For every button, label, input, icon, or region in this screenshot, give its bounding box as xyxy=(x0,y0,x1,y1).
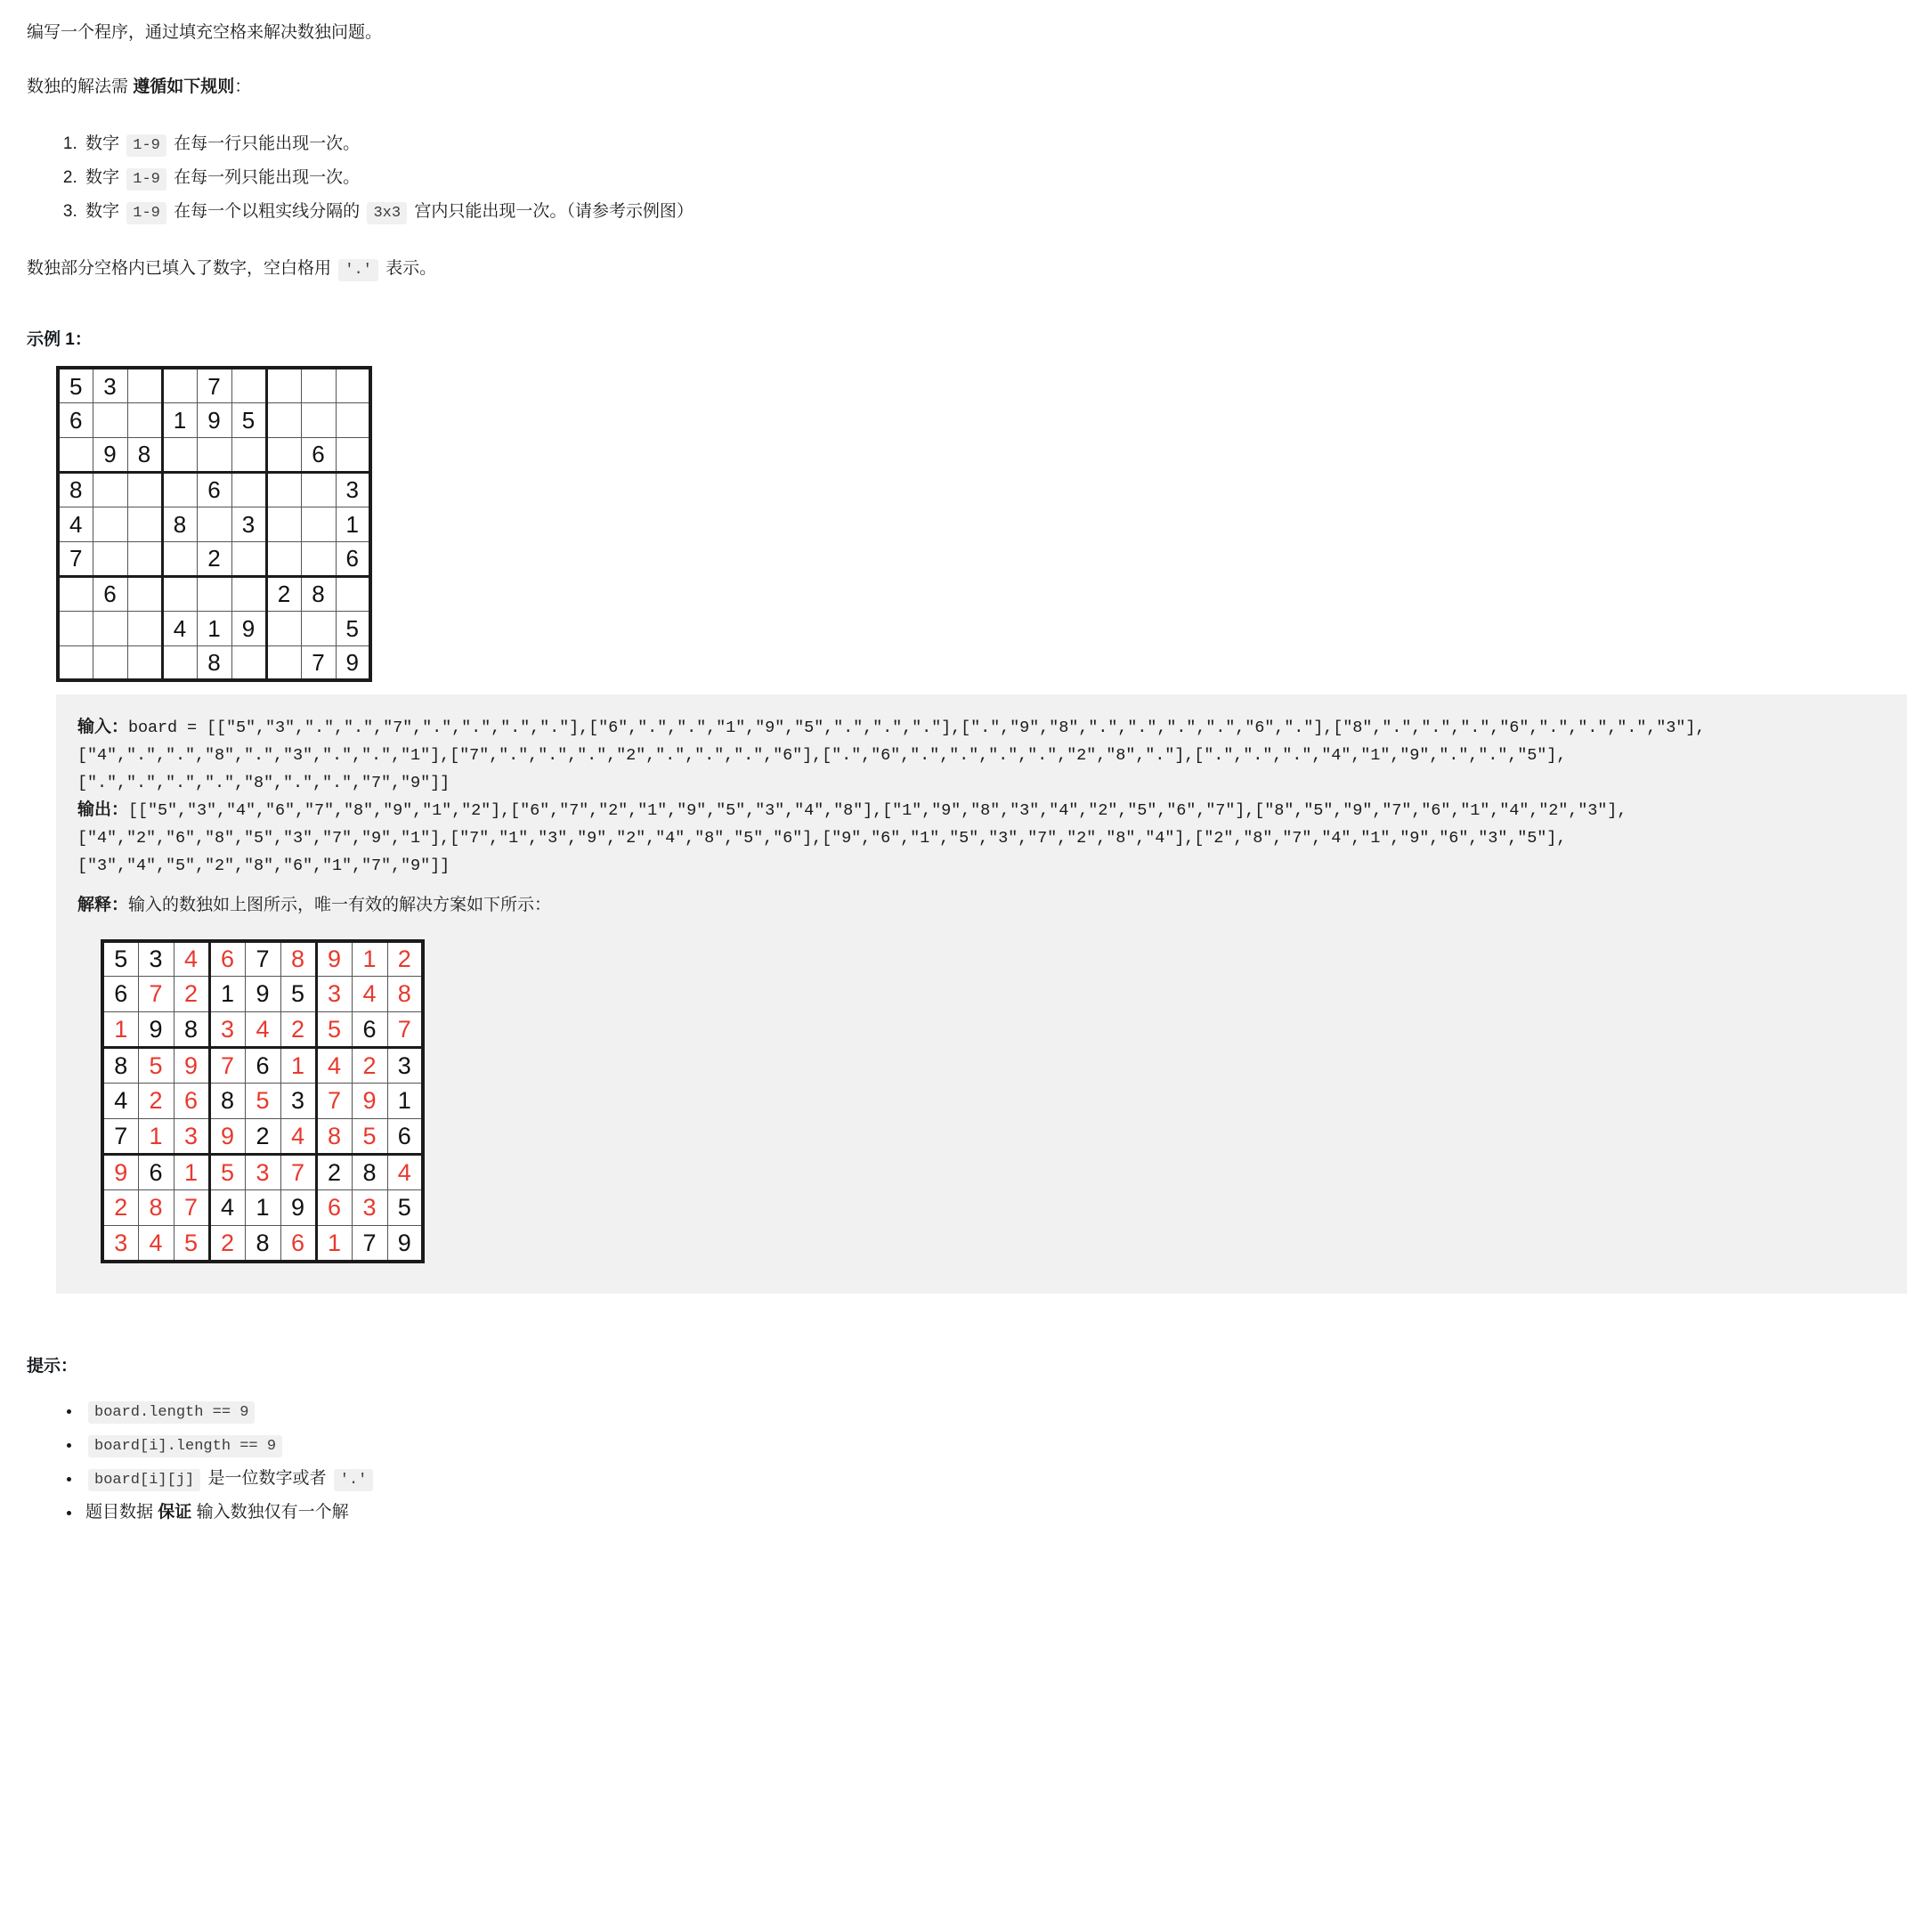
blank-note-post: 表示。 xyxy=(380,258,437,278)
sudoku-cell: 8 xyxy=(174,1012,209,1048)
sudoku-row xyxy=(58,611,370,645)
sudoku-cell xyxy=(301,541,336,576)
sudoku-cell xyxy=(301,507,336,541)
sudoku-cell xyxy=(266,472,301,507)
sudoku-cell: 1 xyxy=(209,977,245,1012)
sudoku-cell xyxy=(266,541,301,576)
sudoku-row xyxy=(58,437,370,472)
sudoku-cell: 7 xyxy=(316,1084,352,1119)
sudoku-cell: 8 xyxy=(280,941,316,977)
sudoku-cell: 9 xyxy=(316,941,352,977)
sudoku-cell: 1 xyxy=(174,1155,209,1190)
sudoku-row xyxy=(58,472,370,507)
sudoku-row xyxy=(102,941,423,977)
output-line xyxy=(56,797,1907,880)
sudoku-row xyxy=(102,1119,423,1155)
sudoku-cell: 2 xyxy=(174,977,209,1012)
sudoku-cell: 8 xyxy=(209,1084,245,1119)
sudoku-cell: 6 xyxy=(174,1084,209,1119)
sudoku-cell: 6 xyxy=(301,437,336,472)
sudoku-cell xyxy=(266,368,301,402)
sudoku-row xyxy=(58,507,370,541)
sudoku-row xyxy=(102,1012,423,1048)
sudoku-cell: 2 xyxy=(316,1155,352,1190)
sudoku-cell: 9 xyxy=(138,1012,174,1048)
sudoku-cell xyxy=(301,368,336,402)
sudoku-cell: 6 xyxy=(387,1119,423,1155)
sudoku-cell: 2 xyxy=(102,1190,138,1226)
sudoku-cell xyxy=(336,437,370,472)
sudoku-cell: 6 xyxy=(280,1226,316,1262)
sudoku-cell: 9 xyxy=(336,645,370,680)
sudoku-cell xyxy=(266,402,301,437)
sudoku-cell xyxy=(127,507,162,541)
sudoku-cell: 6 xyxy=(102,977,138,1012)
sudoku-cell xyxy=(266,611,301,645)
sudoku-cell: 1 xyxy=(387,1084,423,1119)
sudoku-cell: 9 xyxy=(280,1190,316,1226)
sudoku-cell: 7 xyxy=(280,1155,316,1190)
blank-note-pre: 数独部分空格内已填入了数字，空白格用 xyxy=(27,258,337,278)
sudoku-cell xyxy=(197,437,231,472)
sudoku-cell: 5 xyxy=(336,611,370,645)
sudoku-cell xyxy=(127,541,162,576)
example-code-block xyxy=(56,694,1907,1294)
explain-label: 解释： xyxy=(77,896,129,915)
sudoku-cell: 9 xyxy=(174,1048,209,1084)
sudoku-cell: 8 xyxy=(102,1048,138,1084)
sudoku-cell: 2 xyxy=(138,1084,174,1119)
sudoku-cell xyxy=(93,507,127,541)
sudoku-cell: 7 xyxy=(352,1226,387,1262)
solution-grid-wrapper xyxy=(101,939,1907,1263)
sudoku-cell xyxy=(336,576,370,611)
rules-suffix: ： xyxy=(234,77,252,97)
intro-line-1: 编写一个程序，通过填充空格来解决数独问题。 xyxy=(27,23,383,42)
sudoku-cell: 6 xyxy=(209,941,245,977)
sudoku-row xyxy=(102,977,423,1012)
sudoku-cell xyxy=(266,437,301,472)
sudoku-cell xyxy=(197,507,231,541)
sudoku-cell: 3 xyxy=(174,1119,209,1155)
sudoku-cell xyxy=(58,437,93,472)
sudoku-cell: 5 xyxy=(352,1119,387,1155)
sudoku-cell xyxy=(301,402,336,437)
sudoku-cell: 9 xyxy=(93,437,127,472)
example-1-title: 示例 1： xyxy=(27,330,92,350)
sudoku-cell: 1 xyxy=(245,1190,280,1226)
sudoku-cell xyxy=(127,645,162,680)
rules-bold: 遵循如下规则 xyxy=(133,77,235,97)
sudoku-cell: 3 xyxy=(387,1048,423,1084)
sudoku-cell: 5 xyxy=(58,368,93,402)
rule-1-pre: 数字 xyxy=(85,134,125,153)
explain-line xyxy=(56,880,1907,920)
sudoku-cell: 1 xyxy=(102,1012,138,1048)
sudoku-cell: 9 xyxy=(387,1226,423,1262)
sudoku-cell: 6 xyxy=(336,541,370,576)
sudoku-cell: 6 xyxy=(93,576,127,611)
explain-value: 输入的数独如上图所示，唯一有效的解决方案如下所示： xyxy=(128,896,552,915)
sudoku-cell xyxy=(162,368,197,402)
sudoku-cell: 8 xyxy=(197,645,231,680)
sudoku-cell: 6 xyxy=(245,1048,280,1084)
hint-1-code: board.length == 9 xyxy=(88,1401,255,1424)
sudoku-cell: 7 xyxy=(209,1048,245,1084)
sudoku-row xyxy=(58,402,370,437)
sudoku-row xyxy=(102,1190,423,1226)
hint-3-text: 是一位数字或者 xyxy=(203,1468,331,1488)
input-value: board = [["5","3",".",".","7",".",".",".","."],["6",".",".","1","9","5",".",".","."],[".","9","8",".",".",".",".","6","."],["8",".",".",".","6",".",".",".","3"],["4",".",".","8",".","3",".",".","1"],["7",".",".",".","2",".",".",".","6"],[".","6",".",".",".",".","2","8","."],[".",".",".","4","1","9",".",".","5"],[".",".",".",".","8",".",".","7","9"]] xyxy=(77,718,1706,793)
sudoku-cell: 6 xyxy=(316,1190,352,1226)
hints-title: 提示： xyxy=(27,1356,78,1376)
sudoku-cell: 3 xyxy=(316,977,352,1012)
rule-3-pre: 数字 xyxy=(85,201,125,221)
hint-item-1 xyxy=(82,1394,1880,1428)
sudoku-cell: 3 xyxy=(93,368,127,402)
sudoku-cell: 9 xyxy=(197,402,231,437)
sudoku-cell: 3 xyxy=(138,941,174,977)
input-line xyxy=(56,714,1907,797)
intro-line-2 xyxy=(27,72,1880,101)
rule-item-1 xyxy=(82,127,1880,161)
hint-3-code: board[i][j] xyxy=(88,1469,200,1491)
sudoku-cell: 3 xyxy=(231,507,266,541)
sudoku-cell: 6 xyxy=(352,1012,387,1048)
sudoku-cell: 8 xyxy=(352,1155,387,1190)
sudoku-cell: 6 xyxy=(197,472,231,507)
sudoku-cell: 9 xyxy=(245,977,280,1012)
sudoku-cell xyxy=(127,576,162,611)
sudoku-cell: 1 xyxy=(197,611,231,645)
rules-list xyxy=(27,127,1880,229)
hint-2-code: board[i].length == 9 xyxy=(88,1435,282,1457)
hint-item-2 xyxy=(82,1428,1880,1462)
sudoku-cell: 3 xyxy=(280,1084,316,1119)
sudoku-puzzle-grid xyxy=(56,366,372,682)
sudoku-cell xyxy=(336,402,370,437)
sudoku-cell: 7 xyxy=(197,368,231,402)
sudoku-cell: 5 xyxy=(245,1084,280,1119)
sudoku-cell: 1 xyxy=(280,1048,316,1084)
sudoku-cell: 8 xyxy=(245,1226,280,1262)
hint-item-3 xyxy=(82,1462,1880,1496)
sudoku-cell: 7 xyxy=(174,1190,209,1226)
sudoku-cell: 4 xyxy=(352,977,387,1012)
sudoku-cell xyxy=(162,645,197,680)
sudoku-cell xyxy=(127,402,162,437)
hint-3-code-2: '.' xyxy=(334,1469,374,1491)
sudoku-cell: 3 xyxy=(336,472,370,507)
sudoku-cell: 8 xyxy=(316,1119,352,1155)
sudoku-cell xyxy=(93,645,127,680)
sudoku-cell: 5 xyxy=(316,1012,352,1048)
sudoku-cell: 1 xyxy=(336,507,370,541)
sudoku-cell: 9 xyxy=(209,1119,245,1155)
sudoku-cell xyxy=(231,472,266,507)
sudoku-cell xyxy=(127,611,162,645)
rule-3-code: 1-9 xyxy=(126,202,166,224)
sudoku-cell: 3 xyxy=(245,1155,280,1190)
sudoku-cell: 4 xyxy=(280,1119,316,1155)
sudoku-cell: 2 xyxy=(266,576,301,611)
rule-3-post-2: 宫内只能出现一次。（请参考示例图） xyxy=(410,201,694,221)
sudoku-cell: 5 xyxy=(231,402,266,437)
sudoku-cell xyxy=(162,437,197,472)
sudoku-cell xyxy=(336,368,370,402)
sudoku-cell xyxy=(127,472,162,507)
sudoku-cell: 2 xyxy=(387,941,423,977)
sudoku-cell xyxy=(301,611,336,645)
sudoku-cell: 8 xyxy=(301,576,336,611)
sudoku-cell: 8 xyxy=(387,977,423,1012)
sudoku-cell: 1 xyxy=(138,1119,174,1155)
sudoku-cell: 4 xyxy=(209,1190,245,1226)
rule-item-3 xyxy=(82,195,1880,229)
sudoku-cell: 8 xyxy=(127,437,162,472)
sudoku-cell: 4 xyxy=(58,507,93,541)
sudoku-cell: 7 xyxy=(102,1119,138,1155)
sudoku-row xyxy=(102,1048,423,1084)
hint-4-pre: 题目数据 xyxy=(85,1502,158,1522)
rule-2-code: 1-9 xyxy=(126,168,166,191)
sudoku-cell: 6 xyxy=(58,402,93,437)
sudoku-cell xyxy=(162,472,197,507)
sudoku-cell xyxy=(231,645,266,680)
sudoku-cell xyxy=(301,472,336,507)
sudoku-cell xyxy=(58,611,93,645)
hint-4-bold: 保证 xyxy=(158,1502,192,1522)
intro-line-3 xyxy=(27,254,1880,284)
hint-item-4 xyxy=(82,1496,1880,1530)
sudoku-cell: 1 xyxy=(162,402,197,437)
sudoku-cell xyxy=(231,576,266,611)
sudoku-cell: 9 xyxy=(352,1084,387,1119)
sudoku-cell: 3 xyxy=(209,1012,245,1048)
sudoku-cell xyxy=(58,576,93,611)
sudoku-cell: 5 xyxy=(102,941,138,977)
input-label: 输入： xyxy=(77,718,129,737)
sudoku-solution-grid xyxy=(101,939,425,1263)
sudoku-cell: 5 xyxy=(387,1190,423,1226)
sudoku-cell: 9 xyxy=(102,1155,138,1190)
blank-note-code: '.' xyxy=(338,259,378,281)
sudoku-cell: 5 xyxy=(174,1226,209,1262)
hint-4-post: 输入数独仅有一个解 xyxy=(191,1502,349,1522)
hints-list xyxy=(27,1394,1880,1530)
rule-1-code: 1-9 xyxy=(126,134,166,157)
sudoku-cell: 7 xyxy=(301,645,336,680)
sudoku-cell xyxy=(231,437,266,472)
sudoku-cell: 4 xyxy=(102,1084,138,1119)
rule-1-post: 在每一行只能出现一次。 xyxy=(168,134,361,153)
sudoku-cell: 4 xyxy=(162,611,197,645)
sudoku-cell xyxy=(93,402,127,437)
sudoku-row xyxy=(58,645,370,680)
sudoku-cell: 2 xyxy=(280,1012,316,1048)
sudoku-cell: 7 xyxy=(387,1012,423,1048)
sudoku-cell: 7 xyxy=(138,977,174,1012)
rule-3-post: 在每一个以粗实线分隔的 xyxy=(168,201,365,221)
rule-3-code-2: 3x3 xyxy=(367,202,407,224)
sudoku-cell: 4 xyxy=(245,1012,280,1048)
sudoku-cell: 5 xyxy=(209,1155,245,1190)
sudoku-cell xyxy=(266,507,301,541)
sudoku-row xyxy=(58,368,370,402)
sudoku-row xyxy=(102,1226,423,1262)
output-value: [["5","3","4","6","7","8","9","1","2"],["6","7","2","1","9","5","3","4","8"],["1","9","8","3","4","2","5","6","7"],["8","5","9","7","6","1","4","2","3"],["4","2","6","8","5","3","7","9","1"],["7","1","3","9","2","4","8","5","6"],["9","6","1","5","3","7","2","8","4"],["2","8","7","4","1","9","6","3","5"],["3","4","5","2","8","6","1","7","9"]] xyxy=(77,801,1627,876)
sudoku-cell xyxy=(93,541,127,576)
sudoku-cell xyxy=(58,645,93,680)
sudoku-cell: 9 xyxy=(231,611,266,645)
sudoku-cell: 4 xyxy=(174,941,209,977)
sudoku-cell: 3 xyxy=(352,1190,387,1226)
sudoku-row xyxy=(102,1155,423,1190)
sudoku-cell: 2 xyxy=(197,541,231,576)
rule-item-2 xyxy=(82,161,1880,195)
sudoku-cell xyxy=(197,576,231,611)
sudoku-cell: 7 xyxy=(245,941,280,977)
sudoku-cell: 6 xyxy=(138,1155,174,1190)
sudoku-cell xyxy=(162,576,197,611)
sudoku-cell: 2 xyxy=(245,1119,280,1155)
sudoku-cell: 2 xyxy=(209,1226,245,1262)
output-label: 输出： xyxy=(77,800,129,820)
sudoku-cell: 8 xyxy=(58,472,93,507)
sudoku-cell: 4 xyxy=(138,1226,174,1262)
sudoku-cell: 3 xyxy=(102,1226,138,1262)
rule-2-pre: 数字 xyxy=(85,167,125,187)
sudoku-cell: 4 xyxy=(387,1155,423,1190)
sudoku-cell: 7 xyxy=(58,541,93,576)
sudoku-cell xyxy=(93,472,127,507)
sudoku-cell: 5 xyxy=(280,977,316,1012)
sudoku-row xyxy=(58,576,370,611)
sudoku-cell: 4 xyxy=(316,1048,352,1084)
sudoku-cell: 8 xyxy=(162,507,197,541)
sudoku-cell xyxy=(231,368,266,402)
sudoku-cell: 2 xyxy=(352,1048,387,1084)
sudoku-cell xyxy=(266,645,301,680)
sudoku-cell: 1 xyxy=(352,941,387,977)
sudoku-cell xyxy=(93,611,127,645)
sudoku-cell xyxy=(162,541,197,576)
sudoku-cell xyxy=(231,541,266,576)
sudoku-cell: 8 xyxy=(138,1190,174,1226)
sudoku-cell xyxy=(127,368,162,402)
puzzle-grid-wrapper xyxy=(56,366,1880,682)
sudoku-row xyxy=(102,1084,423,1119)
rules-prefix: 数独的解法需 xyxy=(27,77,134,97)
sudoku-cell: 1 xyxy=(316,1226,352,1262)
sudoku-cell: 5 xyxy=(138,1048,174,1084)
rule-2-post: 在每一列只能出现一次。 xyxy=(168,167,361,187)
sudoku-row xyxy=(58,541,370,576)
